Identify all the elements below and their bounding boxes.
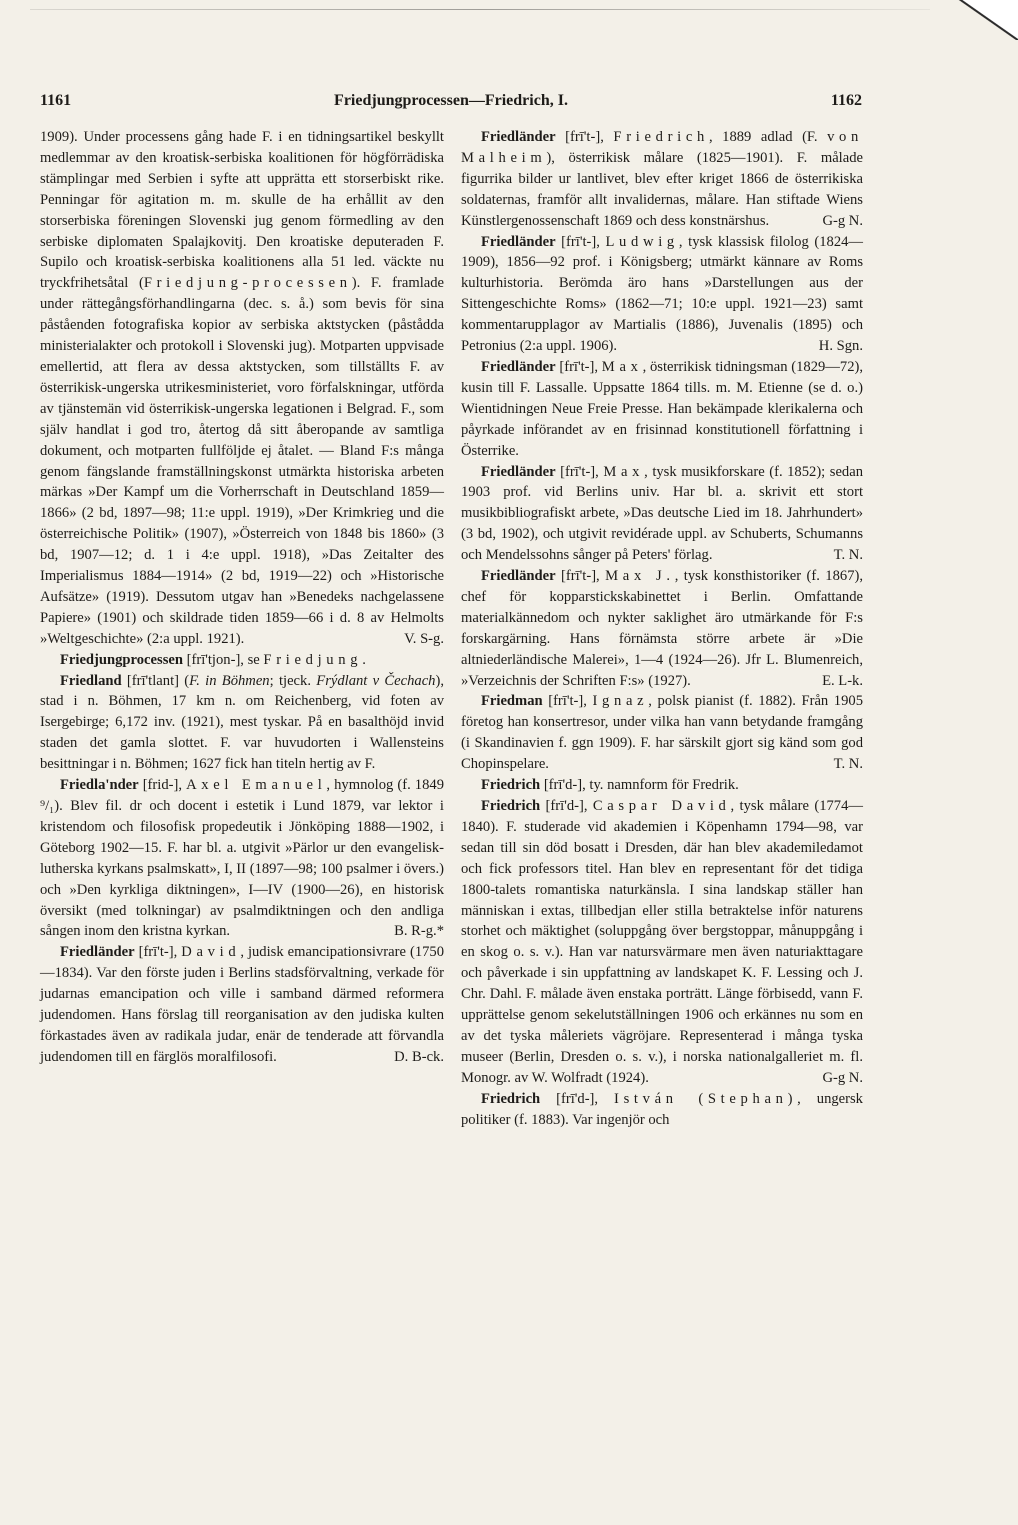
page-number-left: 1161 bbox=[40, 92, 72, 109]
entry-headword: Friedländer bbox=[481, 358, 556, 375]
entry-headword: Friedländer bbox=[481, 568, 556, 585]
author-signature: V. S-g. bbox=[404, 630, 444, 647]
person-name: Max J. bbox=[605, 568, 675, 585]
entry-friedrich-istvan: Friedrich [frī'd-], István (Stephan), ungersk politiker (f. 1883). Var ingenjör och bbox=[461, 1090, 863, 1128]
author-signature: D. B-ck. bbox=[394, 1048, 444, 1065]
author-signature: G-g N. bbox=[822, 212, 863, 229]
left-column bbox=[40, 127, 444, 1068]
person-name: István (Stephan) bbox=[614, 1090, 798, 1107]
entry-headword: Friedrich bbox=[481, 798, 541, 814]
entry-headword: Friedländer bbox=[481, 233, 556, 250]
author-signature: T. N. bbox=[833, 756, 863, 773]
continued-entry: 1909). Under processens gång hade F. i en tidningsartikel beskyllt medlemmar av den kroatisk-serbiska koalitionen för högförrädiska stämplingar med Serbien i syfte att upprätta ett storserbiskt rike. Penningar för agitation m. m. skulle de ha erhållit av den storserbiska föreningen Slovenski jug genom förmedling av den serbiske diplomaten Spalajkovitj. Den kroatiske deputeraden F. Supilo och kroatisk-serbiska koalitionens alla 51 led. väckte nu tryckfrihetsåtal (Friedjung-processen). F. framlade under rättegångsförhandlingarna (dec. s. å.) som bevis för sina påståenden fotografiska kopior av serbiska aktstycken (påstådda ministerialakter och protokoll i Slovenski jug). Motparten uppvisade emellertid, att flera av dessa aktstycken, som tillställts F. av österrikisk-ungerska utrikesministeriet, voro förfalskningar, utförda av tjänstemän vid österrikisk-ungerska legationen i Belgrad. F., som själv handlat i god tro, återtog då sitt åberopande av samtliga dokument, och motparten fullföljde ej åtalet. — Bland F:s många genom fängslande framställningskonst utmärkta historiska arbeten märkas »Der Kampf um die Vorherrschaft in Deutschland 1859—1866» (2 bd, 1897—98; 11:e uppl. 1919), »Der Krimkrieg und die österreichische Politik» (1907), »Österreich von 1848 bis 1860» (3 bd, 1907—12; d. 1 i 4:e uppl. 1918), »Das Zeitalter des Imperialismus 1884—1914» (2 bd, 1919—22) och »Historische Aufsätze» (1919). Dessutom utgav han »Benedeks nachgelassene Papiere» (1901) och skildrade tiden 1859—66 i d. 8 av Helmolts »Weltgeschichte» (2:a uppl. 1921). V. S-g. bbox=[40, 127, 444, 650]
entry-headword: Friedrich bbox=[481, 777, 541, 794]
author-signature: E. L-k. bbox=[822, 672, 863, 689]
page-header bbox=[40, 92, 862, 114]
running-title: Friedjungprocessen—Friedrich, I. bbox=[334, 92, 568, 109]
entry-headword: Friedländer bbox=[481, 463, 556, 480]
entry-friedrich-namnform: Friedrich [frī'd-], ty. namnform för Fredrik. bbox=[481, 777, 739, 794]
entry-friedlander-max-2: Friedländer [frī't-], Max, tysk musikforskare (f. 1852); sedan 1903 prof. vid Berlins univ. Har bl. a. skrivit ett stort musikbibliografiskt arbete, »Das deutsche Lied im 18. Jahrhundert» (3 bd, 1902), och utgivit revidérade uppl. av Schuberts, Schumanns och Mendelssohns sånger på Peters' förlag. T. N. bbox=[461, 462, 863, 567]
entry-friedlander-axel: Friedla'nder [frid-], Axel Emanuel, hymnolog (f. 1849 ⁹/₁). Blev fil. dr och docent i estetik i Lund 1879, var lektor i kristendom och filosofisk propedeutik i Jönköping 1888—1902, i Göteborg 1902—15. F. har bl. a. utgivit »Pärlor ur den evangelisk-lutherska kyrkans psalmskatt», I, II (1897—98; 100 psalmer i övers.) och »Den kyrkliga diktningen», I—IV (1900—26), en historisk översikt (med tolkningar) av psalmdiktningen och den andliga sången inom den kristna kyrkan. B. R-g.* bbox=[40, 775, 444, 942]
scan-edge-line bbox=[30, 9, 930, 10]
entry-friedlander-david: Friedländer [frī't-], David, judisk emancipationsivrare (1750—1834). Var den förste juden i Berlins stadsförvaltning, verkade för judarnas emancipation och ville i samband därmed reformera judendomen. Hans förslag till reorganisation av den judiska kulten förkastades även av radikala judar, enär de tenderade att förvandla judendomen till en färglös moralfilosofi. D. B-ck. bbox=[40, 942, 444, 1067]
entry-headword: Friedland bbox=[60, 672, 122, 689]
entry-friedman-ignaz: Friedman [frī't-], Ignaz, polsk pianist (f. 1882). Från 1905 företog han konsertresor, under vilka han vann betydande framgång (i Skandinavien f. ggn 1909). F. har särskilt gjort sig känd som god Chopinspelare. T. N. bbox=[461, 691, 863, 775]
entry-headword: Friedman bbox=[481, 693, 543, 710]
person-name: Axel Emanuel bbox=[186, 777, 327, 794]
person-name: David bbox=[181, 944, 241, 961]
entry-friedlander-ludwig: Friedländer [frī't-], Ludwig, tysk klassisk filolog (1824—1909), 1856—92 prof. i Königsberg; utmärkt kännare av Roms kulturhistoria. Berömda äro hans »Darstellungen aus der Sittengeschichte Roms» (1862—71; 10:e uppl. 1921—23) samt kommentarupplagor av Martialis (1886), Juvenalis (1895) och Petronius (2:a uppl. 1906). H. Sgn. bbox=[461, 232, 863, 357]
entry-headword: Friedrich bbox=[481, 1090, 541, 1107]
entry-headword: Friedjungprocessen bbox=[60, 651, 183, 668]
entry-friedland: Friedland [frī'tlant] (F. in Böhmen; tjeck. Frýdlant v Čechach), stad i n. Böhmen, 17 km n. om Reichenberg, vid foten av Isergebirge; 6,172 inv. (1921), mest tyskar. På en basalthöjd invid staden det gamla slottet. F. var huvudorten i Wallensteins besittningar i n. Böhmen; 1627 fick han titeln hertig av F. bbox=[40, 672, 444, 773]
entry-headword: Friedla'nder bbox=[60, 777, 139, 794]
entry-friedlander-friedrich: Friedländer [frī't-], Friedrich, 1889 adlad (F. von Malheim), österrikisk målare (1825—1901). F. målade figurrika bilder ur lantlivet, blev efter kriget 1866 de österrikiska soldaternas, framför allt invalidernas, målare. Han stiftade Wiens Künstlergenossenschaft 1869 och dess konstnärshus. G-g N. bbox=[461, 127, 863, 232]
person-name: Max bbox=[601, 358, 643, 375]
author-signature: H. Sgn. bbox=[818, 338, 863, 355]
entry-friedjungprocessen: Friedjungprocessen [frī'tjon-], se Friedjung. bbox=[60, 651, 366, 668]
entry-headword: Friedländer bbox=[60, 944, 135, 961]
person-name: Ludwig bbox=[605, 233, 679, 250]
person-name: Ignaz bbox=[592, 693, 649, 710]
person-name: Max bbox=[603, 463, 645, 480]
entry-friedlander-max-1: Friedländer [frī't-], Max, österrikisk tidningsman (1829—72), kusin till F. Lassalle. Uppsatte 1864 tills. m. M. Etienne (se d. o.) Wientidningen Neue Freie Presse. Han bekämpade klerikalerna och påyrkade införandet av en frisinnad konstitutionell författning i Österrike. bbox=[461, 358, 864, 459]
entry-headword: Friedländer bbox=[481, 129, 556, 145]
right-column bbox=[461, 127, 863, 1131]
author-signature: G-g N. bbox=[822, 1069, 863, 1086]
page-corner-fold bbox=[958, 0, 1018, 40]
person-name: Friedrich bbox=[613, 129, 709, 145]
person-name: Caspar David bbox=[592, 798, 731, 814]
cross-reference: Friedjung bbox=[263, 651, 363, 668]
page-number-right: 1162 bbox=[830, 92, 862, 109]
author-signature: B. R-g.* bbox=[394, 923, 444, 940]
entry-friedlander-max-j: Friedländer [frī't-], Max J., tysk konsthistoriker (f. 1867), chef för kopparstickskabinettet i Berlin. Omfattande materialkännedom och nykter saklighet äro utmärkande för F:s forskargärning. Hans förnämsta större arbete är »Die altniederländische Malerei», 1—4 (1924—26). Jfr L. Blumenreich, »Verzeichnis der Schriften F:s» (1927). E. L-k. bbox=[461, 566, 863, 691]
author-signature: T. N. bbox=[833, 547, 863, 564]
entry-friedrich-caspar-david: Friedrich [frī'd-], Caspar David, tysk målare (1774—1840). F. studerade vid akademien i Köpenhamn 1794—98, var sedan till sin död bosatt i Dresden, där han blev akademiledamot och fick professors titel. Han blev en representant för det tidiga 1800-talets romantiska naturkänsla. I sina landskap ställer han människan i extas, tillbedjan eller stilla betraktelse inför naturens storhet och mäktighet (soluppgång över bergstoppar, månuppgång i en skog o. s. v.). Han var natursvärmare men även naturiakttagare och påverkade i sin uppfattning av landskapet K. F. Lessing och J. Chr. Dahl. F. målade även enstaka porträtt. Länge förbisedd, vann F. upprättelse genom sekelutställningen 1906 och erkännes nu som en av det tyska måleriets vägröjare. Representerad i många tyska museer (Berlin, Dresden o. s. v.), i norska nationalgalleriet m. fl. Monogr. av W. Wolfradt (1924). G-g N. bbox=[461, 796, 863, 1089]
spaced-term: Friedjung-processen bbox=[143, 275, 352, 292]
